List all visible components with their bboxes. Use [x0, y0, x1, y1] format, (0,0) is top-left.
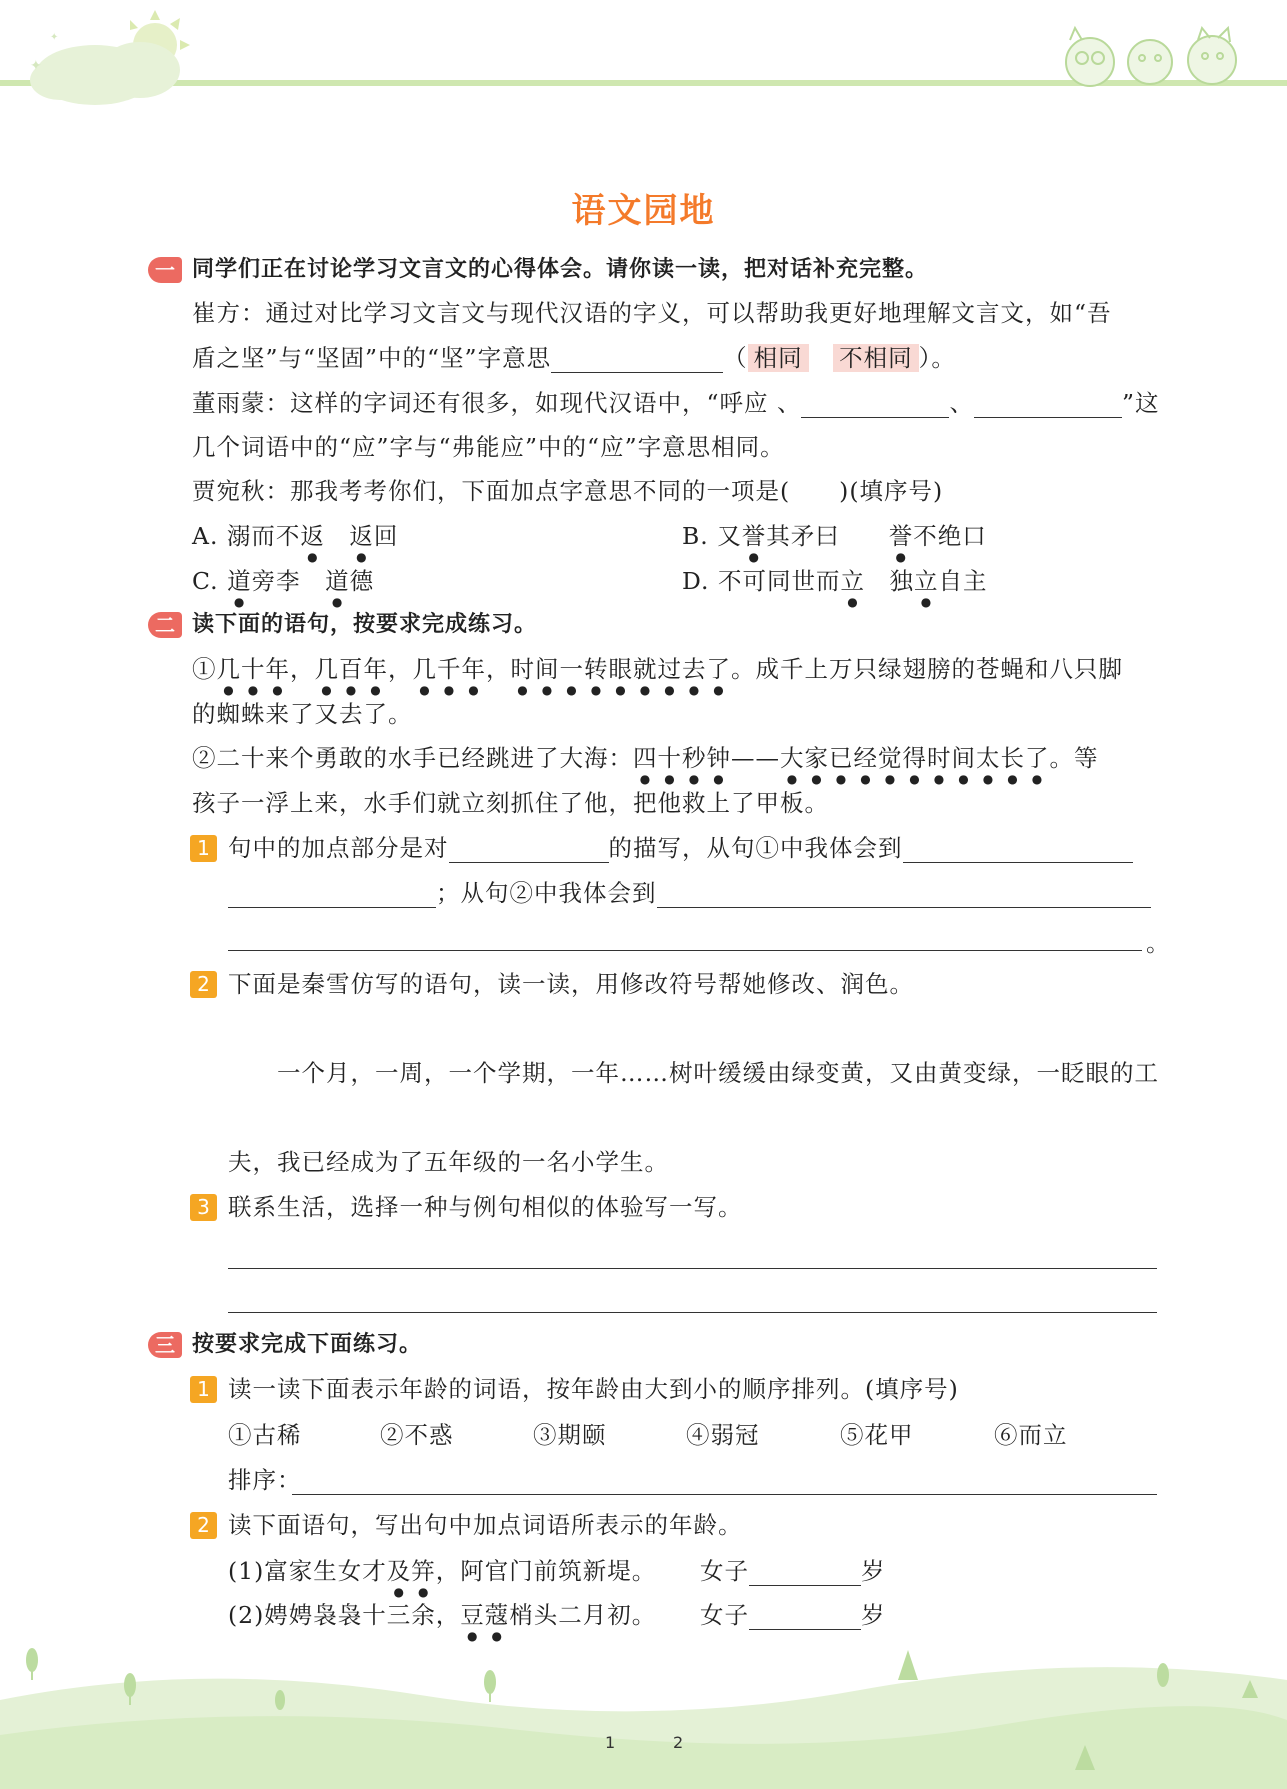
sentence-2: ②二十来个勇敢的水手已经跳进了大海：四十秒钟——大家已经觉得时间太长了。等	[192, 744, 1099, 772]
question-3-1-text: 读一读下面表示年龄的词语，按年龄由大到小的顺序排列。(填序号)	[228, 1375, 959, 1403]
choice-a[interactable]: A. 溺而不返 返回	[192, 522, 399, 550]
poem-line-2: (2)娉娉袅袅十三余，豆蔻梢头二月初。	[228, 1601, 657, 1629]
poem-2-answer: 女子 岁	[700, 1601, 886, 1629]
question-2-3-text: 联系生活，选择一种与例句相似的体验写一写。	[228, 1193, 743, 1221]
blank-word-1[interactable]	[801, 391, 949, 418]
choice-d[interactable]: D. 不可同世而立 独立自主	[682, 567, 988, 595]
question-3-1-number: 1	[190, 1376, 217, 1403]
age-term-6: ⑥而立	[994, 1421, 1068, 1449]
imitation-paragraph-line2: 夫，我已经成为了五年级的一名小学生。	[228, 1148, 669, 1176]
cloud-icon	[30, 42, 180, 105]
blank-feeling-2b[interactable]	[228, 950, 1142, 951]
age-blank-2[interactable]	[749, 1603, 861, 1630]
choice-b[interactable]: B. 又誉其矛曰 誉不绝口	[682, 522, 987, 550]
dialog-line-2: 盾之坚”与“坚固”中的“坚”字意思 （ 相同 不相同 ）。	[192, 344, 956, 372]
question-2-1-number: 1	[190, 835, 217, 862]
blank-meaning[interactable]	[551, 346, 723, 373]
header-decoration	[0, 0, 1287, 110]
animal-friends-icon	[1066, 28, 1236, 86]
order-answer-line[interactable]	[292, 1494, 1157, 1495]
question-2-1-end: 。	[1146, 929, 1171, 957]
dialog-line-4: 几个词语中的“应”字与“弗能应”中的“应”字意思相同。	[192, 433, 785, 461]
blank-feeling-1a[interactable]	[903, 836, 1133, 863]
choice-c[interactable]: C. 道旁李 道德	[192, 567, 375, 595]
footer-hills-decoration	[0, 1640, 1287, 1789]
svg-text:✦: ✦	[30, 58, 42, 74]
age-blank-1[interactable]	[749, 1559, 861, 1586]
dialog-line-5: 贾宛秋：那我考考你们，下面加点字意思不同的一项是( )(填序号)	[192, 477, 944, 505]
poem-line-1: (1)富家生女才及笄，阿官门前筑新堤。	[228, 1557, 657, 1585]
question-2-1-text: 句中的加点部分是对 的描写，从句①中我体会到	[228, 833, 1133, 863]
option-same[interactable]: 相同	[748, 344, 809, 372]
section-three-tag: 三	[148, 1332, 182, 1358]
sentence-1: ①几十年，几百年，几千年，时间一转眼就过去了。成千上万只绿翅膀的苍蝇和八只脚	[192, 655, 1123, 683]
page-number-right: 2	[673, 1733, 684, 1752]
blank-feeling-1b[interactable]	[228, 881, 436, 908]
page-title: 语文园地	[571, 191, 716, 231]
age-term-1: ①古稀	[228, 1421, 302, 1449]
svg-text:✦: ✦	[50, 32, 59, 43]
age-term-5: ⑤花甲	[840, 1421, 914, 1449]
section-two-tag: 二	[148, 612, 182, 638]
sentence-2-line2: 孩子一浮上来，水手们就立刻抓住了他，把他救上了甲板。	[192, 789, 829, 817]
dialog-line-1: 崔方：通过对比学习文言文与现代汉语的字义，可以帮助我更好地理解文言文，如“吾	[192, 299, 1112, 327]
sentence-1-line2: 的蜘蛛来了又去了。	[192, 700, 413, 728]
section-one-heading: 同学们正在讨论学习文言文的心得体会。请你读一读，把对话补充完整。	[192, 257, 929, 282]
dialog-line-3: 董雨蒙：这样的字词还有很多，如现代汉语中，“呼应 、 、 ”这	[192, 389, 1160, 417]
section-one-tag: 一	[148, 257, 182, 283]
blank-word-2[interactable]	[974, 391, 1122, 418]
question-2-2-text: 下面是秦雪仿写的语句，读一读，用修改符号帮她修改、润色。	[228, 970, 914, 998]
writing-line-2[interactable]	[228, 1312, 1157, 1313]
imitation-paragraph-line1: 一个月，一周，一个学期，一年……树叶缓缓由绿变黄，又由黄变绿，一眨眼的工	[277, 1059, 1159, 1087]
section-three-heading: 按要求完成下面练习。	[192, 1332, 423, 1357]
section-two-heading: 读下面的语句，按要求完成练习。	[192, 612, 538, 637]
blank-feeling-2a[interactable]	[657, 881, 1151, 908]
question-3-2-number: 2	[190, 1512, 217, 1539]
option-different[interactable]: 不相同	[833, 344, 919, 372]
blank-described-object[interactable]	[449, 836, 609, 863]
question-2-3-number: 3	[190, 1194, 217, 1221]
question-3-2-text: 读下面语句，写出句中加点词语所表示的年龄。	[228, 1511, 743, 1539]
question-2-2-number: 2	[190, 971, 217, 998]
age-term-3: ③期颐	[533, 1421, 607, 1449]
poem-1-answer: 女子 岁	[700, 1557, 886, 1585]
age-term-2: ②不惑	[380, 1421, 454, 1449]
writing-line-1[interactable]	[228, 1268, 1157, 1269]
question-2-1-line2: ；从句②中我体会到	[228, 878, 1151, 908]
order-label: 排序：	[228, 1466, 302, 1494]
age-term-4: ④弱冠	[686, 1421, 760, 1449]
page-number-left: 1	[605, 1733, 616, 1752]
